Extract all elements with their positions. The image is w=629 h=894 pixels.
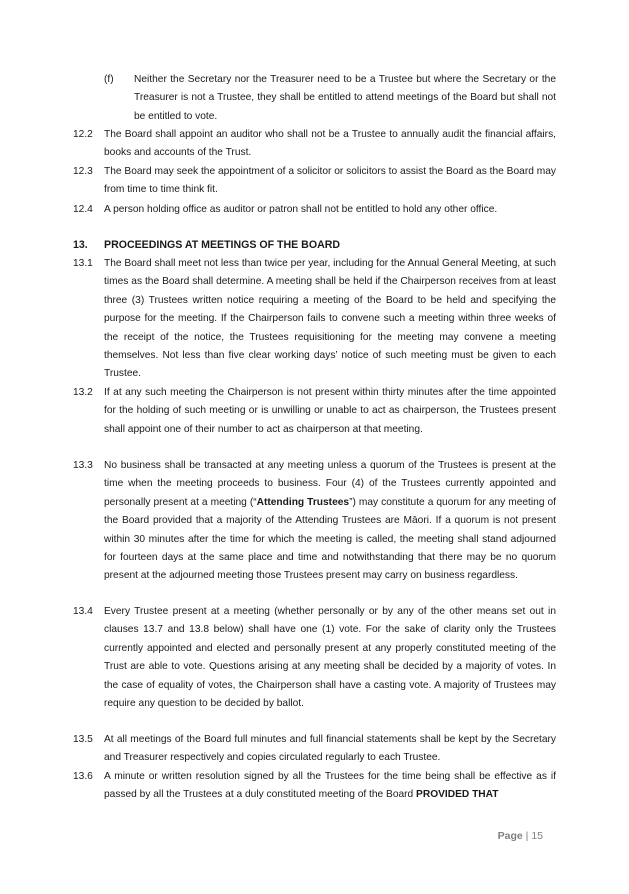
clause-number: 13.6 [73, 771, 93, 782]
page-number: 15 [531, 830, 543, 842]
clause-number: 13.2 [73, 387, 93, 398]
clause-text: Every Trustee present at a meeting (whether personally or by any of the other means set out in clauses 13.7 and 13.8 below) shall have one (1) vote. For the sake of clarity only the Trustees currently appointed and elected and personally present at any properly constituted meeting of the Trust are able to vote. Questions arising at any meeting shall be decided by a majority of votes. In the case of equality of votes, the Chairperson shall have a casting vote. A majority of Trustees may require any question to be decided by ballot. [104, 606, 556, 710]
clause-text: The Board may seek the appointment of a solicitor or solicitors to assist the Board as the Board may from time to time think fit. [104, 166, 556, 196]
clause-text: The Board shall appoint an auditor who shall not be a Trustee to annually audit the financial affairs, books and accounts of the Trust. [104, 129, 556, 159]
section-heading-13 [73, 236, 556, 254]
clause-number: 13.4 [73, 606, 93, 617]
clause-number: 12.2 [73, 129, 93, 140]
clause-13-4 [73, 603, 556, 713]
clause-text: If at any such meeting the Chairperson is not present within thirty minutes after the time appointed for the holding of such meeting or is unwilling or unable to act as chairperson, the Trustees present shall appoint one of their number to act as chairperson at that meeting. [104, 387, 556, 435]
clause-text-part: No business shall be transacted at any meeting unless a quorum of the Trustees is present at the time when the meeting proceeds to business. Four (4) of the Trustees currently appointed and personally present at a meeting (“ [104, 460, 556, 508]
clause-number: 12.4 [73, 204, 93, 215]
clause-12-4 [73, 201, 556, 219]
clause-text: The Board shall meet not less than twice per year, including for the Annual General Meeting, at such times as the Board shall determine. A meeting shall be held if the Chairperson receives from at least three (3) Trustees written notice requiring a meeting of the Board to be held and specifying the purpose for the meeting. If the Chairperson fails to convene such a meeting within three weeks of the receipt of the notice, the Trustees requisitioning for the meeting may convene a meeting themselves. Not less than five clear working days’ notice of such meeting must be given to each Trustee. [104, 258, 556, 380]
clause-number: 13.1 [73, 258, 93, 269]
clause-13-2 [73, 384, 556, 439]
defined-term: Attending Trustees [256, 496, 350, 508]
clause-12-2 [73, 126, 556, 163]
page-label: Page [497, 830, 523, 842]
sub-item-f [104, 71, 556, 126]
clause-text: At all meetings of the Board full minutes and full financial statements shall be kept by the Secretary and Treasurer respectively and copies circulated regularly to each Trustee. [104, 734, 556, 764]
clause-13-3 [73, 457, 556, 586]
clause-text [104, 457, 556, 586]
clause-number: 12.3 [73, 166, 93, 177]
clause-13-5 [73, 731, 556, 768]
clause-text: A person holding office as auditor or patron shall not be entitled to hold any other office. [104, 204, 498, 215]
clause-text [104, 768, 556, 805]
sub-item-text: Neither the Secretary nor the Treasurer need to be a Trustee but where the Secretary or the Treasurer is not a Trustee, they shall be entitled to attend meetings of the Board but shall not be entitled to vote. [134, 74, 556, 122]
page-separator: | [522, 830, 532, 842]
clause-13-6 [73, 768, 556, 805]
clause-number: 13.3 [73, 460, 93, 471]
clause-text-part: A minute or written resolution signed by all the Trustees for the time being shall be effective as if passed by all the Trustees at a duly constituted meeting of the Board [104, 771, 556, 801]
section-title: PROCEEDINGS AT MEETINGS OF THE BOARD [104, 239, 341, 251]
sub-item-label: (f) [104, 74, 114, 85]
clause-12-3 [73, 163, 556, 200]
clause-number: 13.5 [73, 734, 93, 745]
clause-13-1 [73, 255, 556, 384]
proviso-keyword: PROVIDED THAT [416, 789, 499, 801]
page-footer [440, 830, 543, 842]
section-number: 13. [73, 239, 88, 251]
clause-text-part: ”) may constitute a quorum for any meeting of the Board provided that a majority of the Attending Trustees are Māori. If a quorum is not present within 30 minutes after the time for which the meeting is called, the meeting shall stand adjourned for fourteen days at the same place and time and notwithstanding that there may be no quorum present at the adjourned meeting those Trustees present may carry on business regardless. [104, 496, 556, 582]
